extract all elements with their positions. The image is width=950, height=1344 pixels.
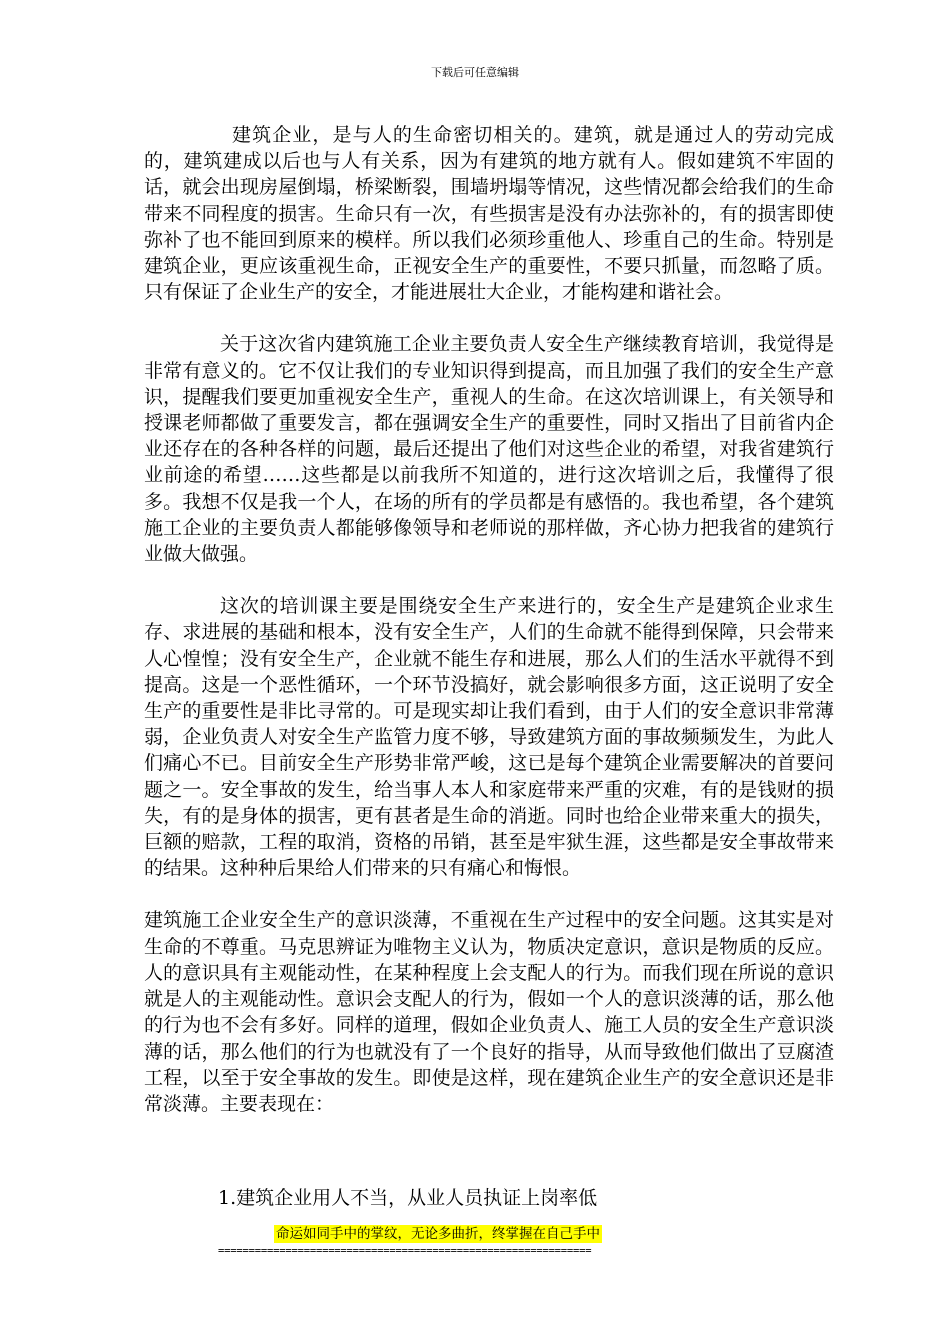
page-header-note: 下载后可任意编辑 <box>431 66 519 79</box>
paragraph-2: 关于这次省内建筑施工企业主要负责人安全生产继续教育培训，我觉得是非常有意义的。它不仅让我们的专业知识得到提高，而且加强了我们的安全生产意识，提醒我们要更加重视安全生产，重视人的生命。在这次培训课上，有关领导和授课老师都做了重要发言，都在强调安全生产的重要性，同时又指出了目前省内企业还存在的各种各样的问题，最后还提出了他们对这些企业的希望，对我省建筑行业前途的希望……这些都是以前我所不知道的，进行这次培训之后，我懂得了很多。我想不仅是我一个人，在场的所有的学员都是有感悟的。我也希望，各个建筑施工企业的主要负责人都能够像领导和老师说的那样做，齐心协力把我省的建筑行业做大做强。 <box>144 333 834 566</box>
document-body <box>144 122 834 1117</box>
paragraph-4: 建筑施工企业安全生产的意识淡薄，不重视在生产过程中的安全问题。这其实是对生命的不尊重。马克思辨证为唯物主义认为，物质决定意识，意识是物质的反应。人的意识具有主观能动性，在某种程度上会支配人的行为。而我们现在所说的意识就是人的主观能动性。意识会支配人的行为，假如一个人的意识淡薄的话，那么他的行为也不会有多好。同样的道理，假如企业负责人、施工人员的安全生产意识淡薄的话，那么他们的行为也就没有了一个良好的指导，从而导致他们做出了豆腐渣工程，以至于安全事故的发生。即使是这样，现在建筑企业生产的安全意识还是非常淡薄。主要表现在： <box>144 909 834 1115</box>
footer-divider: ============================================================= <box>218 1245 592 1257</box>
footer-motto-highlight: 命运如同手中的掌纹，无论多曲折，终掌握在自己手中 <box>276 1226 600 1242</box>
paragraph-3: 这次的培训课主要是围绕安全生产来进行的，安全生产是建筑企业求生存、求进展的基础和根本，没有安全生产，人们的生命就不能得到保障，只会带来人心惶惶；没有安全生产，企业就不能生存和进展，那么人们的生活水平就得不到提高。这是一个恶性循环，一个环节没搞好，就会影响很多方面，这正说明了安全生产的重要性是非比寻常的。可是现实却让我们看到，由于人们的安全意识非常薄弱，企业负责人对安全生产监管力度不够，导致建筑方面的事故频频发生，为此人们痛心不已。目前安全生产形势非常严峻，这已是每个建筑企业需要解决的首要问题之一。安全事故的发生，给当事人本人和家庭带来严重的灾难，有的是钱财的损失，有的是身体的损害，更有甚者是生命的消逝。同时也给企业带来重大的损失，巨额的赔款，工程的取消，资格的吊销，甚至是牢狱生涯，这些都是安全事故带来的结果。这种种后果给人们带来的只有痛心和悔恨。 <box>144 595 834 880</box>
paragraph-1: 建筑企业，是与人的生命密切相关的。建筑，就是通过人的劳动完成的，建筑建成以后也与人有关系，因为有建筑的地方就有人。假如建筑不牢固的话，就会出现房屋倒塌，桥梁断裂，围墙坍塌等情况，这些情况都会给我们的生命带来不同程度的损害。生命只有一次，有些损害是没有办法弥补的，有的损害即使弥补了也不能回到原来的模样。所以我们必须珍重他人、珍重自己的生命。特别是建筑企业，更应该重视生命，正视安全生产的重要性，不要只抓量，而忽略了质。只有保证了企业生产的安全，才能进展壮大企业，才能构建和谐社会。 <box>144 124 834 304</box>
list-item-1: 1.建筑企业用人不当，从业人员执证上岗率低 <box>218 1187 598 1209</box>
